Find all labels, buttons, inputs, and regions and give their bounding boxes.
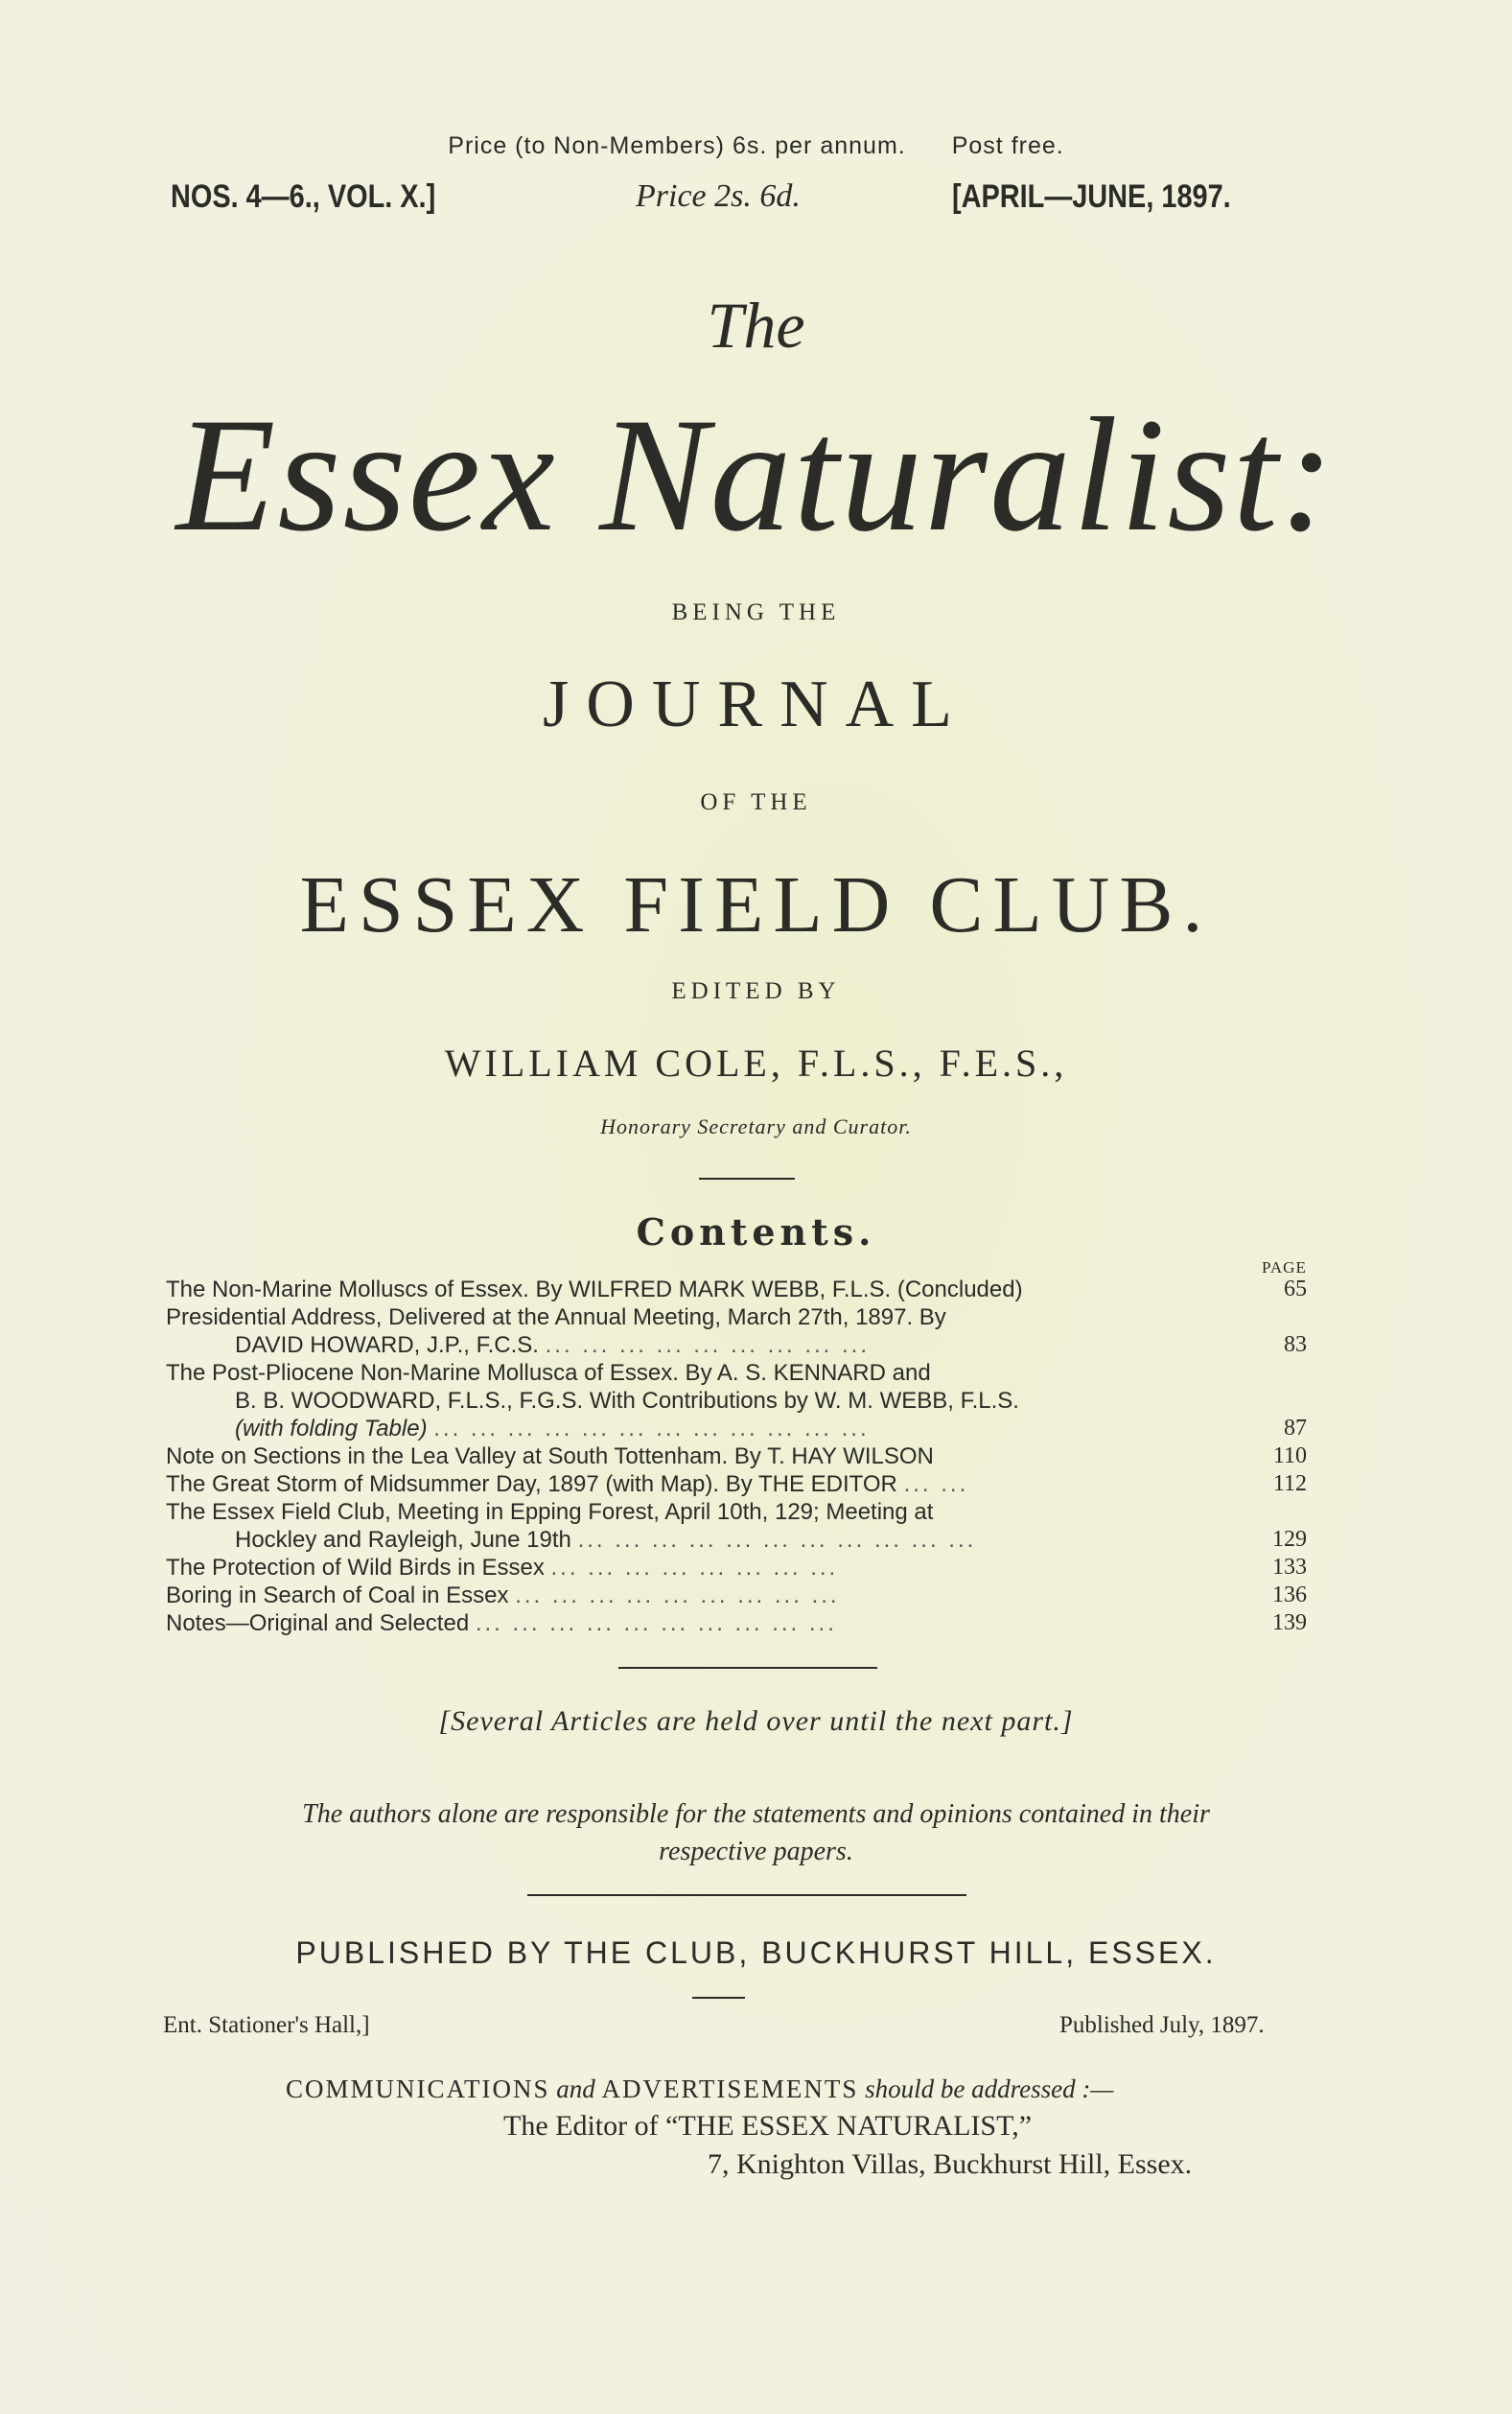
- toc-line: [166, 1582, 1307, 1609]
- divider-rule: [618, 1667, 877, 1669]
- toc-entry: Hockley and Rayleigh, June 19th: [235, 1527, 571, 1553]
- of-the-label: OF THE: [700, 789, 812, 815]
- dot-leader: ... ... ... ... ... ... ... ... ... ... ...: [577, 1527, 977, 1553]
- toc-page-number: 129: [1272, 1527, 1307, 1552]
- toc-entry: Boring in Search of Coal in Essex: [166, 1582, 509, 1608]
- toc-entry: The Essex Field Club, Meeting in Epping Forest, April 10th, 129; Meeting at: [166, 1499, 934, 1525]
- page-column-label: PAGE: [1262, 1258, 1307, 1277]
- dot-leader: ... ... ... ... ... ... ... ... ... ... ... ...: [433, 1416, 870, 1441]
- dot-leader: ... ... ... ... ... ... ... ...: [550, 1555, 839, 1581]
- toc-line: [166, 1442, 1307, 1470]
- club-name: ESSEX FIELD CLUB.: [299, 860, 1213, 949]
- toc-page-number: 112: [1272, 1471, 1307, 1496]
- street-address-line: 7, Knighton Villas, Buckhurst Hill, Essex.: [708, 2148, 1193, 2180]
- toc-line: [166, 1276, 1307, 1303]
- toc-line: [166, 1359, 1307, 1387]
- toc-page-number: 87: [1284, 1416, 1307, 1441]
- issue-dates: [APRIL—JUNE, 1897.: [952, 178, 1231, 215]
- edited-by-label: EDITED BY: [671, 978, 841, 1004]
- toc-entry: Note on Sections in the Lea Valley at South Tottenham. By T. HAY WILSON: [166, 1443, 934, 1469]
- communications-line: [286, 2074, 1113, 2104]
- and-word: and: [556, 2074, 595, 2103]
- toc-page-number: 65: [1284, 1277, 1307, 1301]
- divider-rule: [527, 1894, 966, 1896]
- toc-line: [166, 1470, 1307, 1498]
- toc-page-number: 83: [1284, 1332, 1307, 1357]
- toc-line: [166, 1609, 1307, 1637]
- non-member-price: Price (to Non-Members) 6s. per annum.: [448, 132, 906, 159]
- advertisements-word: ADVERTISEMENTS: [601, 2074, 859, 2103]
- issue-numbers: NOS. 4—6., VOL. X.]: [171, 178, 436, 215]
- table-of-contents: [166, 1276, 1307, 1637]
- contents-heading: Contents.: [636, 1210, 876, 1254]
- toc-entry: DAVID HOWARD, J.P., F.C.S.: [235, 1332, 539, 1358]
- toc-page-number: 136: [1272, 1582, 1307, 1607]
- responsibility-notice-line2: respective papers.: [659, 1837, 853, 1866]
- toc-entry: B. B. WOODWARD, F.L.S., F.G.S. With Contributions by W. M. WEBB, F.L.S.: [235, 1388, 1019, 1414]
- dot-leader: ... ...: [903, 1471, 969, 1497]
- title-article: The: [707, 289, 805, 362]
- issue-info-row: [171, 178, 1321, 226]
- divider-rule: [699, 1178, 795, 1180]
- toc-line: [166, 1387, 1307, 1415]
- editor-name: WILLIAM COLE, F.L.S., F.E.S.,: [444, 1042, 1068, 1085]
- communications-word: COMMUNICATIONS: [286, 2074, 550, 2103]
- toc-line: [166, 1498, 1307, 1526]
- toc-page-number: 133: [1272, 1555, 1307, 1580]
- toc-entry: Presidential Address, Delivered at the Annual Meeting, March 27th, 1897. By: [166, 1304, 946, 1330]
- toc-line: [166, 1415, 1307, 1442]
- dot-leader: ... ... ... ... ... ... ... ... ...: [545, 1332, 870, 1358]
- toc-page-number: 110: [1272, 1443, 1307, 1468]
- stationers-hall-entry: Ent. Stationer's Hall,]: [163, 2012, 370, 2038]
- toc-line: [166, 1554, 1307, 1582]
- toc-page-number: 139: [1272, 1610, 1307, 1635]
- journal-masthead: Essex Naturalist:: [175, 385, 1337, 565]
- toc-entry: The Great Storm of Midsummer Day, 1897 (with Map). By THE EDITOR: [166, 1471, 897, 1497]
- toc-line: [166, 1526, 1307, 1554]
- toc-line: [166, 1303, 1307, 1331]
- journal-heading: JOURNAL: [543, 668, 969, 741]
- toc-entry: (with folding Table): [235, 1416, 428, 1441]
- toc-entry: Notes—Original and Selected: [166, 1610, 470, 1636]
- dot-leader: ... ... ... ... ... ... ... ... ... ...: [475, 1610, 837, 1636]
- toc-line: [166, 1331, 1307, 1359]
- being-the-label: BEING THE: [671, 599, 841, 625]
- toc-entry: The Post-Pliocene Non-Marine Mollusca of Essex. By A. S. KENNARD and: [166, 1360, 931, 1386]
- editor-address-line: The Editor of “THE ESSEX NATURALIST,”: [503, 2110, 1033, 2142]
- issue-price: Price 2s. 6d.: [636, 178, 801, 214]
- publisher-line: PUBLISHED BY THE CLUB, BUCKHURST HILL, ESSEX.: [295, 1935, 1217, 1970]
- addressed-phrase: should be addressed :—: [865, 2074, 1114, 2103]
- toc-entry: The Non-Marine Molluscs of Essex. By WILFRED MARK WEBB, F.L.S. (Concluded): [166, 1277, 1023, 1302]
- responsibility-notice-line1: The authors alone are responsible for the statements and opinions contained in their: [302, 1799, 1210, 1829]
- editor-role: Honorary Secretary and Curator.: [600, 1114, 912, 1138]
- publication-date: Published July, 1897.: [1059, 2012, 1265, 2038]
- held-over-notice: [Several Articles are held over until the next part.]: [438, 1705, 1074, 1737]
- divider-rule: [692, 1997, 745, 1999]
- toc-entry: The Protection of Wild Birds in Essex: [166, 1555, 545, 1581]
- post-free-note: Post free.: [951, 132, 1064, 159]
- dot-leader: ... ... ... ... ... ... ... ... ...: [515, 1582, 840, 1608]
- subscription-price-line: [0, 132, 1512, 160]
